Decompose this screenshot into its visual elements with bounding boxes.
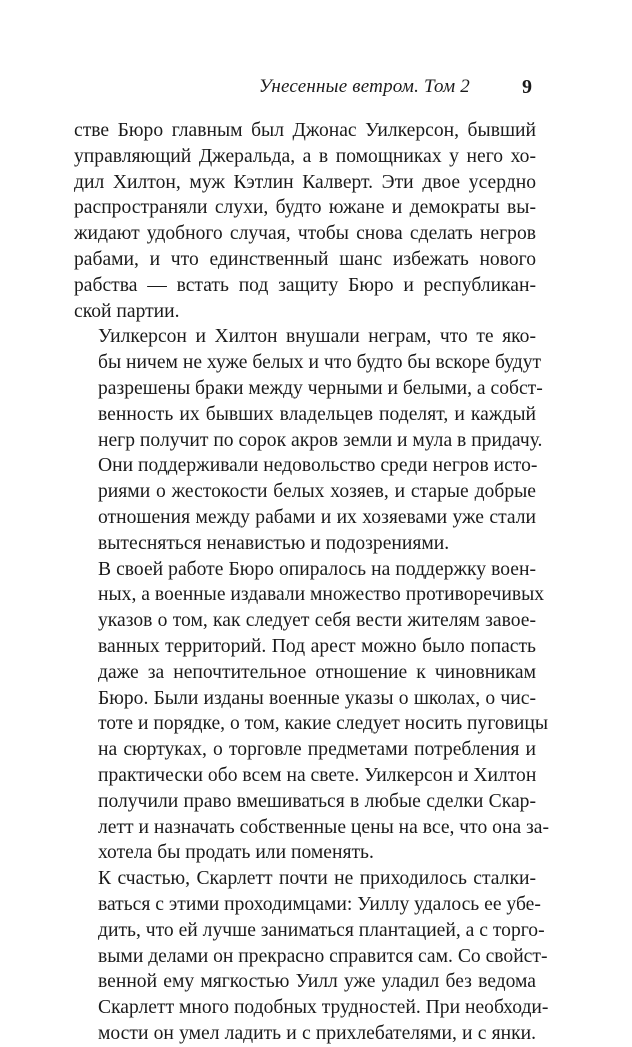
text-line: распространяли слухи, будто южане и демократы вы- (74, 197, 536, 219)
text-line: ных, а военные издавали множество противоречивых (98, 584, 545, 606)
paragraph-2 (74, 324, 543, 556)
text-line: практически обо всем на свете. Уилкерсон и Хилтон (98, 764, 537, 786)
text-line: венность их бывших владельцев поделят, и каждый (98, 403, 536, 425)
text-line: К счастью, Скарлетт почти не приходилось сталки- (98, 868, 536, 890)
text-line: хотела бы продать или поменять. (98, 842, 374, 864)
page-number: 9 (522, 76, 532, 98)
text-line: В своей работе Бюро опиралось на поддержку воен- (98, 558, 536, 580)
text-line: венной ему мягкостью Уилл уже уладил без ведома (98, 971, 536, 993)
text-line: рабами, и что единственный шанс избежать нового (74, 248, 536, 270)
text-line: указов о том, как следует себя вести жителям завое- (98, 610, 536, 632)
body-text (74, 118, 550, 1047)
text-line: Уилкерсон и Хилтон внушали неграм, что те яко- (98, 326, 536, 348)
paragraph-3 (74, 557, 550, 867)
text-line: Скарлетт много подобных трудностей. При необходи- (98, 997, 549, 1019)
text-line: летт и назначать собственные цены на все, что она за- (98, 816, 550, 838)
paragraph-4 (74, 866, 549, 1047)
text-line: бы ничем не хуже белых и что будто бы вскоре будут (98, 352, 542, 374)
text-line: ской партии. (74, 300, 180, 322)
text-line: рабства — встать под защиту Бюро и республикан- (74, 274, 536, 296)
text-line: выми делами он прекрасно справится сам. Со свойст- (98, 945, 548, 967)
text-line: ваться с этими проходимцами: Уиллу удалось ее убе- (98, 893, 541, 915)
text-line: жидают удобного случая, чтобы снова сделать негров (74, 223, 536, 245)
text-line: Они поддерживали недовольство среди негров исто- (98, 455, 538, 477)
text-line: дил Хилтон, муж Кэтлин Калверт. Эти двое усердно (74, 171, 536, 193)
text-line: ванных территорий. Под арест можно было попасть (98, 635, 536, 657)
text-line: тоте и порядке, о том, какие следует носить пуговицы (98, 713, 549, 735)
text-line: стве Бюро главным был Джонас Уилкерсон, бывший (74, 120, 536, 141)
text-line: управляющий Джеральда, а в помощниках у него хо- (74, 145, 536, 167)
text-line: вытесняться ненавистью и подозрениями. (98, 532, 450, 554)
running-title: Унесенные ветром. Том 2 (258, 76, 470, 97)
text-line: даже за непочтительное отношение к чиновникам (98, 661, 536, 683)
text-line: на сюртуках, о торговле предметами потребления и (98, 739, 536, 761)
text-line: отношения между рабами и их хозяевами уже стали (98, 506, 536, 528)
text-line: риями о жестокости белых хозяев, и старые добрые (98, 481, 536, 503)
text-line: Бюро. Были изданы военные указы о школах, о чис- (98, 687, 536, 709)
text-line: негр получит по сорок акров земли и мула в придачу. (98, 429, 543, 451)
text-line: мости он умел ладить и с прихлебателями, и с янки. (98, 1022, 536, 1044)
paragraph-1 (74, 118, 536, 324)
text-line: дить, что ей лучше заниматься плантацией, а с торго- (98, 919, 545, 941)
text-line: получили право вмешиваться в любые сделки Скар- (98, 790, 536, 812)
running-head (96, 76, 532, 100)
text-line: разрешены браки между черными и белыми, а собст- (98, 377, 543, 399)
